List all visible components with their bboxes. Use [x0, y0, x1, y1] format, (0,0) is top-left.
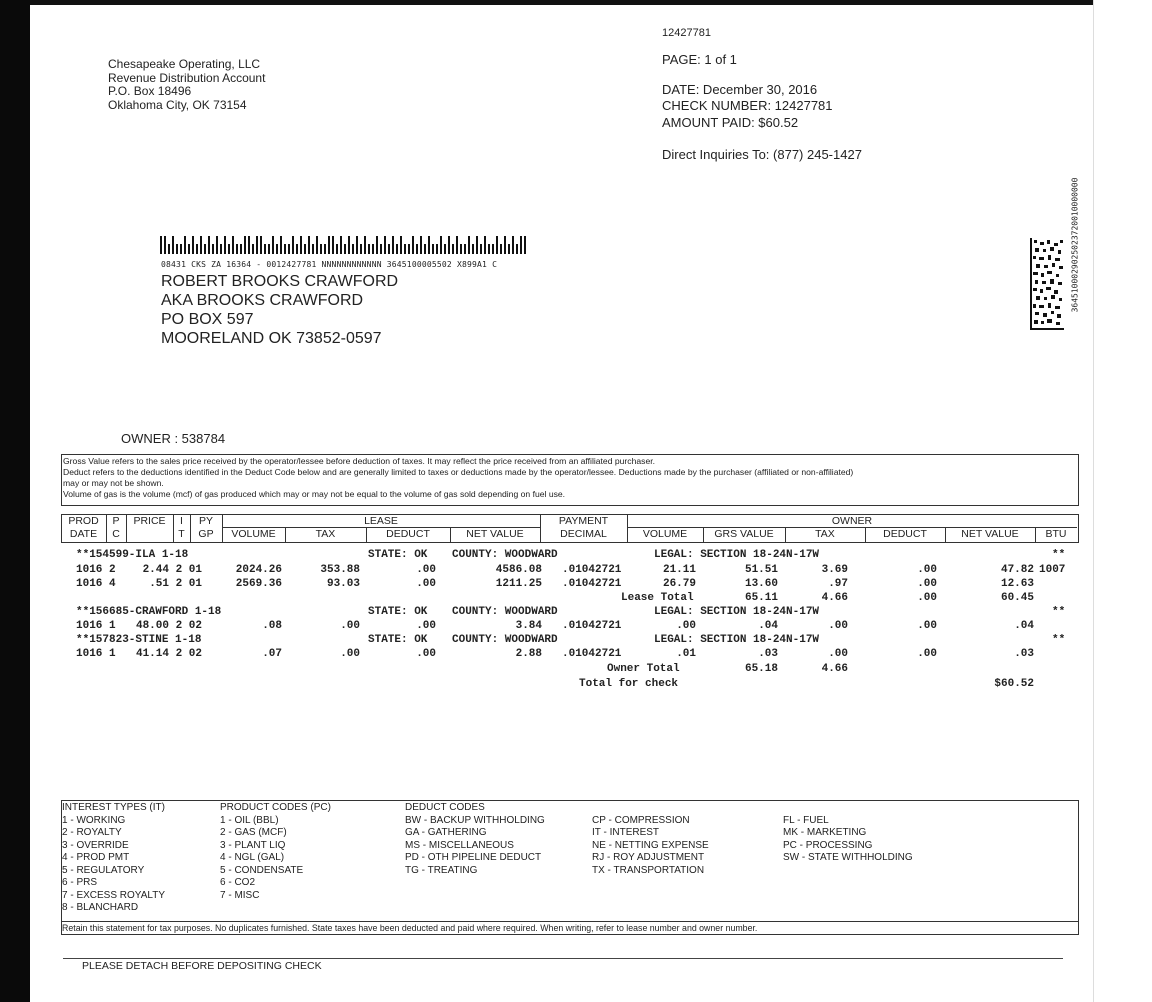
deduct-codes [405, 802, 575, 877]
col-payment: PAYMENT [558, 515, 609, 527]
interest-type-item: 8 - BLANCHARD [62, 902, 139, 913]
lease-total-tax: 4.66 [821, 592, 848, 604]
deduct-code-item: PC - PROCESSING [783, 839, 873, 851]
table-row-tax: 353.88 [320, 564, 360, 576]
col-decimal: DECIMAL [560, 528, 607, 540]
barcode-text: 08431 CKS ZA 16364 - 0012427781 NNNNNNNNNNNN 3645100005502 X899A1 C [161, 260, 498, 269]
deduct-code-item: FL - FUEL [783, 814, 829, 826]
table-row-price: 48.00 2 02 [135, 620, 202, 632]
interest-type-item: 2 - ROYALTY [62, 827, 122, 838]
table-row-decimal: .01042721 [562, 564, 622, 576]
interest-type-item: 4 - PROD PMT [62, 852, 130, 863]
scan-border-left [0, 0, 30, 1002]
owner-total-tax: 4.66 [821, 663, 848, 675]
lease-total-label: Lease Total [621, 592, 694, 604]
table-row-volume: 2569.36 [235, 578, 282, 590]
table-row-net-value: 4586.08 [495, 564, 542, 576]
table-row-decimal: .01042721 [562, 620, 622, 632]
table-row-tax: .00 [340, 620, 360, 632]
side-code-text: 3645100029025023720010000000 [1070, 177, 1080, 313]
table-row-grs-value: .03 [758, 648, 778, 660]
col-owner-tax: TAX [815, 528, 835, 540]
lease-total-net: 60.45 [1000, 592, 1034, 604]
interest-types [62, 802, 212, 915]
table-row-net-value: 1211.25 [495, 578, 542, 590]
lease-county: COUNTY: WOODWARD [452, 634, 558, 646]
col-prod: PROD [68, 515, 99, 527]
col-owner-net-value: NET VALUE [961, 528, 1019, 540]
table-row-net-value: 3.84 [515, 620, 542, 632]
col-t: T [178, 528, 185, 540]
owner-number: OWNER : 538784 [121, 431, 226, 446]
company-name: Chesapeake Operating, LLC [108, 57, 261, 71]
table-row-owner-deduct: .00 [917, 648, 937, 660]
table-row-prod: 1016 1 [76, 648, 116, 660]
table-row-owner-net: .03 [1014, 648, 1034, 660]
detach-instruction: PLEASE DETACH BEFORE DEPOSITING CHECK [82, 960, 322, 969]
interest-type-item: 1 - WORKING [62, 814, 126, 826]
col-owner-deduct: DEDUCT [883, 528, 927, 540]
lease-name-stine: **157823-STINE 1-18 [76, 634, 202, 646]
table-row-prod: 1016 1 [76, 620, 116, 632]
table-row-grs-value: 51.51 [744, 564, 778, 576]
table-row-owner-deduct: .00 [917, 578, 937, 590]
col-owner: OWNER [831, 515, 873, 527]
deduct-codes-col2 [592, 815, 772, 878]
product-code-item: 4 - NGL (GAL) [220, 852, 285, 863]
col-py: PY [198, 515, 213, 527]
col-btu: BTU [1045, 528, 1067, 540]
notes [63, 456, 1075, 500]
deduct-codes-title: DEDUCT CODES [405, 802, 485, 813]
lease-legal: LEGAL: SECTION 18-24N-17W [654, 634, 820, 646]
col-deduct: DEDUCT [386, 528, 430, 540]
company-address [108, 58, 265, 112]
lease-legal: LEGAL: SECTION 18-24N-17W [654, 549, 820, 561]
table-row-volume: .08 [262, 620, 282, 632]
lease-total-grs: 65.11 [744, 592, 778, 604]
table-row-grs-value: 13.60 [744, 578, 778, 590]
table-row-decimal: .01042721 [562, 648, 622, 660]
deduct-code-item: GA - GATHERING [405, 827, 487, 838]
table-row-owner-tax: .00 [828, 648, 848, 660]
recipient-city: MOORELAND OK 73852-0597 [161, 330, 382, 347]
lease-total-deduct: .00 [917, 592, 937, 604]
retain-statement-note: Retain this statement for tax purposes. No duplicates furnished. State taxes have been deducted and paid where required. When writing, refer to lease number and owner number. [62, 923, 758, 933]
note-deduct: Deduct refers to the deductions identified in the Deduct Code below and are generally limited to taxes or deductions made by the operator/lessee. Deductions made by the purchaser (affiliated or non-affiliated) [63, 467, 854, 477]
lease-legal: LEGAL: SECTION 18-24N-17W [654, 606, 820, 618]
col-c: C [112, 528, 120, 540]
table-row-owner-tax: .00 [828, 620, 848, 632]
col-date: DATE [69, 528, 98, 540]
table-row-owner-deduct: .00 [917, 564, 937, 576]
side-code [1064, 150, 1086, 340]
table-row-owner-tax: .97 [828, 578, 848, 590]
deduct-code-item: CP - COMPRESSION [592, 814, 690, 826]
check-number: CHECK NUMBER: 12427781 [662, 98, 833, 113]
col-lease: LEASE [364, 515, 398, 527]
datamatrix-barcode [1030, 238, 1064, 330]
col-p: P [112, 515, 120, 527]
table-row-owner-tax: 3.69 [821, 564, 848, 576]
lease-marker: ** [1052, 549, 1066, 561]
table-row-owner-volume: .01 [676, 648, 696, 660]
table-row-deduct: .00 [416, 564, 436, 576]
table-row-btu: 1007 [1039, 564, 1066, 576]
table-row-owner-volume: .00 [676, 620, 696, 632]
owner-total-label: Owner Total [607, 663, 680, 675]
recipient-box: PO BOX 597 [161, 311, 254, 328]
table-row-volume: 2024.26 [235, 564, 282, 576]
table-row-prod: 1016 4 [76, 578, 116, 590]
col-price: PRICE [133, 515, 166, 527]
deduct-code-item: MK - MARKETING [783, 827, 867, 838]
table-row-price: 2.44 2 01 [142, 564, 202, 576]
product-code-item: 7 - MISC [220, 889, 260, 901]
deduct-code-item: TG - TREATING [405, 864, 478, 876]
recipient-name: ROBERT BROOKS CRAWFORD [161, 273, 399, 290]
total-for-check-amount: $60.52 [994, 678, 1034, 690]
product-code-item: 2 - GAS (MCF) [220, 827, 287, 838]
lease-county: COUNTY: WOODWARD [452, 606, 558, 618]
table-row-price: .51 2 01 [149, 578, 202, 590]
product-codes-title: PRODUCT CODES (PC) [220, 802, 331, 813]
table-row-owner-net: .04 [1014, 620, 1034, 632]
page-number: PAGE: 1 of 1 [662, 52, 737, 67]
direct-inquiries: Direct Inquiries To: (877) 245-1427 [662, 147, 862, 162]
table-row-deduct: .00 [416, 648, 436, 660]
col-tax: TAX [315, 528, 336, 540]
deduct-code-item: TX - TRANSPORTATION [592, 864, 705, 876]
table-row-tax: 93.03 [326, 578, 360, 590]
interest-type-item: 5 - REGULATORY [62, 864, 145, 876]
deduct-code-item: PD - OTH PIPELINE DEDUCT [405, 852, 542, 863]
col-i: I [180, 515, 183, 527]
deduct-code-item: SW - STATE WITHHOLDING [783, 852, 913, 863]
company-city: Oklahoma City, OK 73154 [108, 97, 247, 112]
table-row-owner-volume: 21.11 [662, 564, 696, 576]
amount-paid: AMOUNT PAID: $60.52 [662, 115, 799, 130]
product-code-item: 5 - CONDENSATE [220, 864, 304, 876]
col-volume: VOLUME [231, 528, 276, 540]
col-grs-value: GRS VALUE [714, 528, 774, 540]
note-deduct-cont: may or may not be shown. [63, 478, 164, 488]
lease-state: STATE: OK [368, 549, 428, 561]
product-code-item: 1 - OIL (BBL) [220, 814, 279, 826]
interest-types-title: INTEREST TYPES (IT) [62, 802, 165, 813]
product-codes [220, 802, 390, 902]
recipient-aka: AKA BROOKS CRAWFORD [161, 292, 364, 309]
table-row-owner-net: 12.63 [1000, 578, 1034, 590]
col-owner-volume: VOLUME [642, 528, 688, 540]
deduct-code-item: MS - MISCELLANEOUS [405, 839, 514, 851]
check-date: DATE: December 30, 2016 [662, 82, 818, 97]
table-row-deduct: .00 [416, 620, 436, 632]
table-row-owner-net: 47.82 [1000, 564, 1034, 576]
product-code-item: 6 - CO2 [220, 877, 256, 888]
recipient-address [161, 272, 398, 348]
lease-state: STATE: OK [368, 606, 428, 618]
table-row-volume: .07 [262, 648, 282, 660]
company-dept: Revenue Distribution Account [108, 70, 266, 85]
postal-barcode [160, 236, 530, 254]
interest-type-item: 6 - PRS [62, 877, 98, 888]
col-gp: GP [198, 528, 214, 540]
table-row-price: 41.14 2 02 [135, 648, 202, 660]
note-gross-value: Gross Value refers to the sales price received by the operator/lessee before deduction of taxes. It may reflect the price received from an affiliated purchaser. [63, 456, 656, 466]
lease-name-crawford: **156685-CRAWFORD 1-18 [76, 606, 222, 618]
product-code-item: 3 - PLANT LIQ [220, 839, 286, 851]
scan-margin-right [1093, 0, 1152, 1002]
lease-marker: ** [1052, 634, 1066, 646]
total-for-check-label: Total for check [579, 678, 679, 690]
deduct-code-item: NE - NETTING EXPENSE [592, 839, 709, 851]
deduct-code-item: IT - INTEREST [592, 827, 660, 838]
deduct-code-item: BW - BACKUP WITHHOLDING [405, 814, 545, 826]
doc-number: 12427781 [662, 27, 711, 39]
table-row-grs-value: .04 [758, 620, 778, 632]
owner-total-grs: 65.18 [744, 663, 778, 675]
table-row-owner-volume: 26.79 [662, 578, 696, 590]
table-row-decimal: .01042721 [562, 578, 622, 590]
deduct-codes-col3 [783, 815, 983, 865]
lease-county: COUNTY: WOODWARD [452, 549, 558, 561]
table-row-tax: .00 [340, 648, 360, 660]
table-row-deduct: .00 [416, 578, 436, 590]
lease-marker: ** [1052, 606, 1066, 618]
table-row-prod: 1016 2 [76, 564, 116, 576]
table-row-net-value: 2.88 [515, 648, 542, 660]
lease-name-ila: **154599-ILA 1-18 [76, 549, 189, 561]
lease-state: STATE: OK [368, 634, 428, 646]
deduct-code-item: RJ - ROY ADJUSTMENT [592, 852, 705, 863]
interest-type-item: 7 - EXCESS ROYALTY [62, 889, 165, 901]
interest-type-item: 3 - OVERRIDE [62, 839, 129, 851]
company-box: P.O. Box 18496 [108, 84, 192, 98]
note-volume: Volume of gas is the volume (mcf) of gas produced which may or may not be equal to the volume of gas sold depending on fuel use. [63, 489, 566, 499]
table-row-owner-deduct: .00 [917, 620, 937, 632]
col-net-value: NET VALUE [466, 528, 524, 540]
